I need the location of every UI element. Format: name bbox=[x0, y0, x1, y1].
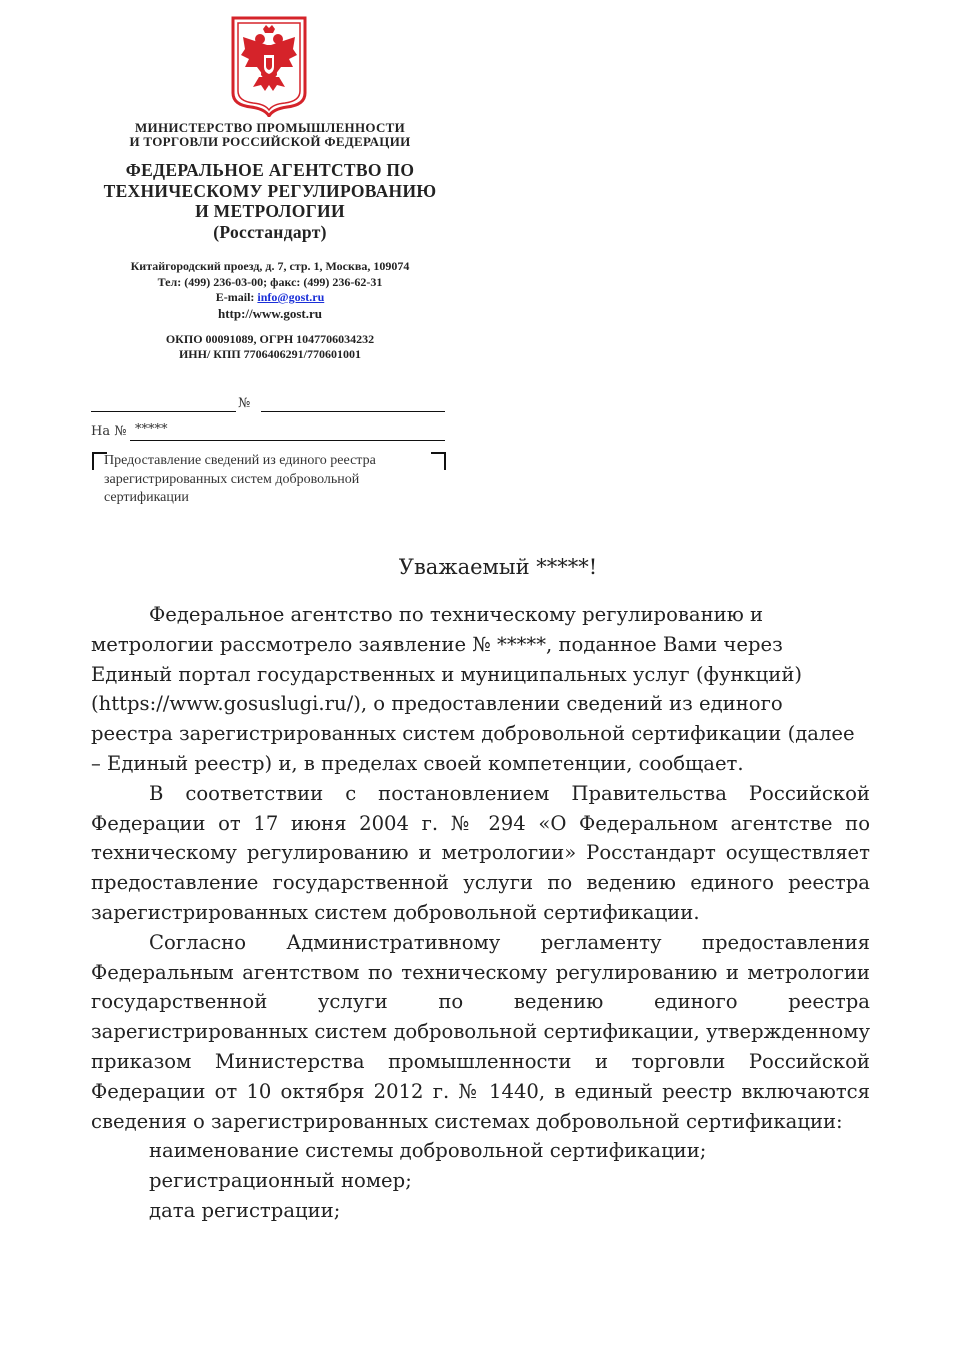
agency-short-name: (Росстандарт) bbox=[213, 221, 327, 242]
email-label: E-mail: bbox=[215, 290, 258, 304]
contact-block bbox=[90, 259, 450, 321]
agency-name bbox=[90, 160, 450, 242]
number-line bbox=[261, 411, 445, 412]
postal-address: Китайгородский проезд, д. 7, стр. 1, Москва, 109074 bbox=[130, 259, 410, 273]
paragraph-2: В соответствии с постановлением Правительства Российской Федерации от 17 июня 2004 г. № 294 «О Федеральном агентстве по техническому регулированию и метрологии» Росстандарт осуществляет предоставление государственной услуги по ведению единого реестра зарегистрированных систем добровольной сертификации. bbox=[91, 781, 870, 924]
okpo-ogrn: ОКПО 00091089, ОГРН 1047706034232 bbox=[165, 332, 375, 346]
number-sign: № bbox=[238, 396, 251, 411]
ministry-name bbox=[90, 121, 450, 149]
email-line bbox=[90, 290, 450, 306]
date-line bbox=[91, 411, 236, 412]
reply-to-value: ***** bbox=[135, 422, 168, 437]
paragraph-3: Согласно Административному регламенту предоставления Федеральным агентством по техническому регулированию и метрологии государственной услуги по ведению единого реестра зарегистрированных систем добровольной сертификации, утвержденному приказом Министерства промышленности и торговли Российской Федерации от 10 октября 2012 г. № 1440, в единый реестр включаются сведения о зарегистрированных системах добровольной сертификации: bbox=[91, 930, 870, 1133]
greeting: Уважаемый *****! bbox=[398, 555, 598, 579]
website[interactable]: http://www.gost.ru bbox=[217, 305, 322, 321]
ministry-line-2: И ТОРГОВЛИ РОССИЙСКОЙ ФЕДЕРАЦИИ bbox=[129, 134, 411, 149]
list-item: регистрационный номер; bbox=[149, 1169, 412, 1193]
agency-line-1: ФЕДЕРАЛЬНОЕ АГЕНТСТВО ПО bbox=[125, 160, 415, 180]
agency-line-3: И МЕТРОЛОГИИ bbox=[195, 201, 345, 221]
phone-fax: Тел: (499) 236-03-00; факс: (499) 236-62-31 bbox=[157, 274, 383, 289]
letter-subject: Предоставление сведений из единого реестра зарегистрированных систем добровольной сертификации bbox=[104, 453, 376, 505]
reply-to-line bbox=[130, 440, 445, 441]
email-link[interactable]: info@gost.ru bbox=[257, 290, 325, 304]
letter-body bbox=[91, 600, 870, 1226]
russian-coat-of-arms-icon bbox=[229, 15, 309, 117]
reply-to-label: На № bbox=[91, 424, 127, 439]
registration-codes bbox=[90, 332, 450, 362]
list-item: дата регистрации; bbox=[149, 1198, 341, 1222]
agency-line-2: ТЕХНИЧЕСКОМУ РЕГУЛИРОВАНИЮ bbox=[103, 180, 437, 201]
inn-kpp: ИНН/ КПП 7706406291/770601001 bbox=[178, 347, 362, 361]
ministry-line-1: МИНИСТЕРСТВО ПРОМЫШЛЕННОСТИ bbox=[134, 120, 406, 135]
list-item: наименование системы добровольной сертификации; bbox=[149, 1139, 707, 1163]
subject-corner-right bbox=[431, 452, 446, 470]
paragraph-1: Федеральное агентство по техническому регулированию и метрологии рассмотрело заявление № *****, поданное Вами через Единый портал государственных и муниципальных услуг (функций) (https://www.gosuslugi.ru/), о предоставлении сведений из единого реестра зарегистрированных систем добровольной сертификации (далее – Единый реестр) и, в пределах своей компетенции, сообщает. bbox=[91, 603, 855, 775]
